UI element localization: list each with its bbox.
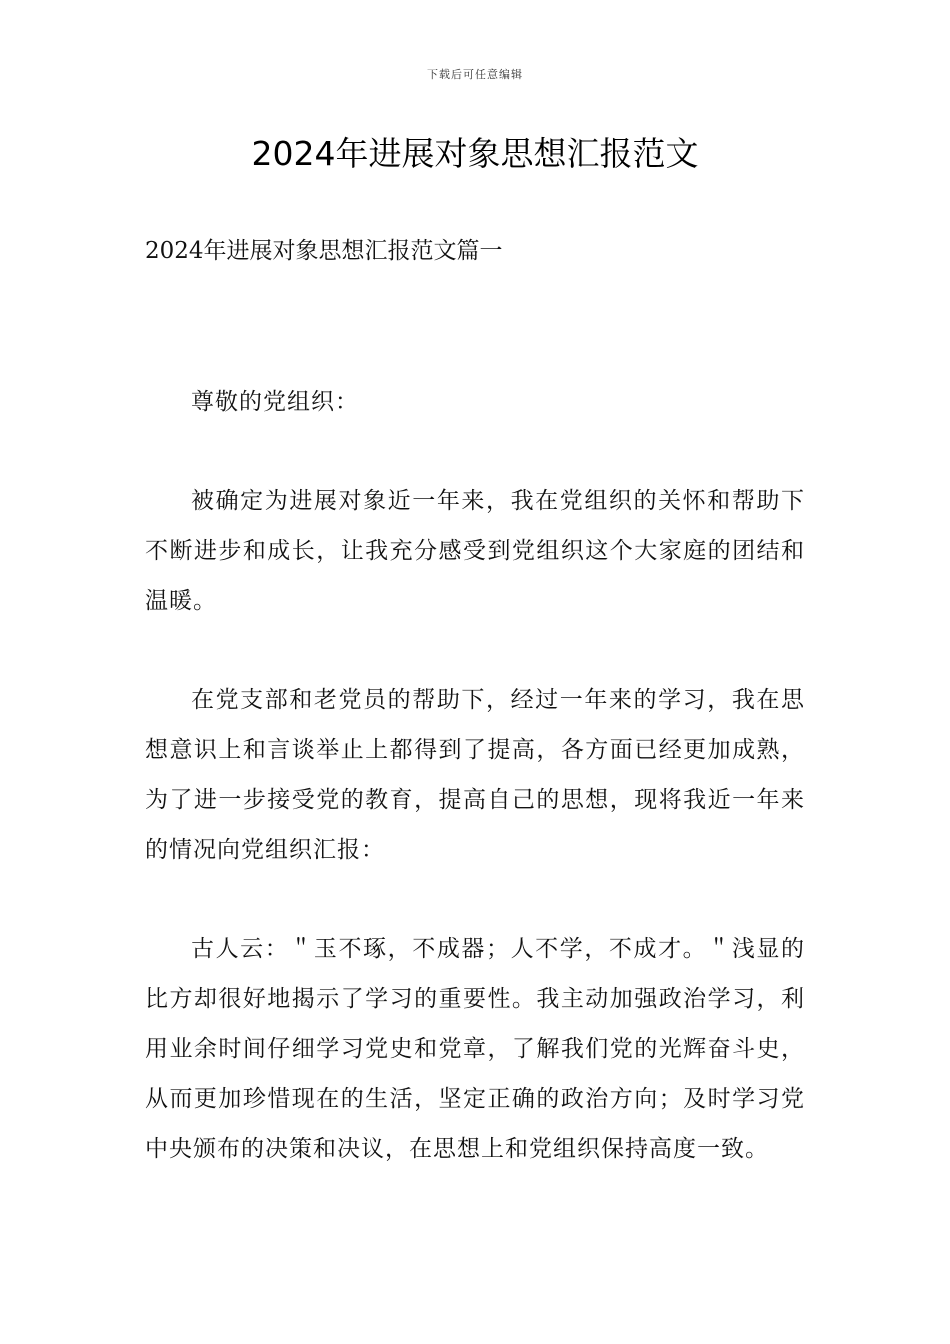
paragraph-1: 被确定为进展对象近一年来，我在党组织的关怀和帮助下不断进步和成长，让我充分感受到党组织这个大家庭的团结和温暖。 xyxy=(145,488,805,614)
document-title: 2024年进展对象思想汇报范文 xyxy=(251,134,699,173)
paragraph-2: 在党支部和老党员的帮助下，经过一年来的学习，我在思想意识上和言谈举止上都得到了提高，各方面已经更加成熟，为了进一步接受党的教育，提高自己的思想，现将我近一年来的情况向党组织汇报： xyxy=(145,687,805,863)
paragraph-3: 古人云：＂玉不琢，不成器；人不学，不成才。＂浅显的比方却很好地揭示了学习的重要性。我主动加强政治学习，利用业余时间仔细学习党史和党章，了解我们党的光辉奋斗史，从而更加珍惜现在的生活，坚定正确的政治方向；及时学习党中央颁布的决策和决议，在思想上和党组织保持高度一致。 xyxy=(145,936,805,1162)
greeting: 尊敬的党组织： xyxy=(191,389,359,415)
section-subtitle: 2024年进展对象思想汇报范文篇一 xyxy=(145,238,503,264)
header-note: 下载后可任意编辑 xyxy=(427,68,523,81)
